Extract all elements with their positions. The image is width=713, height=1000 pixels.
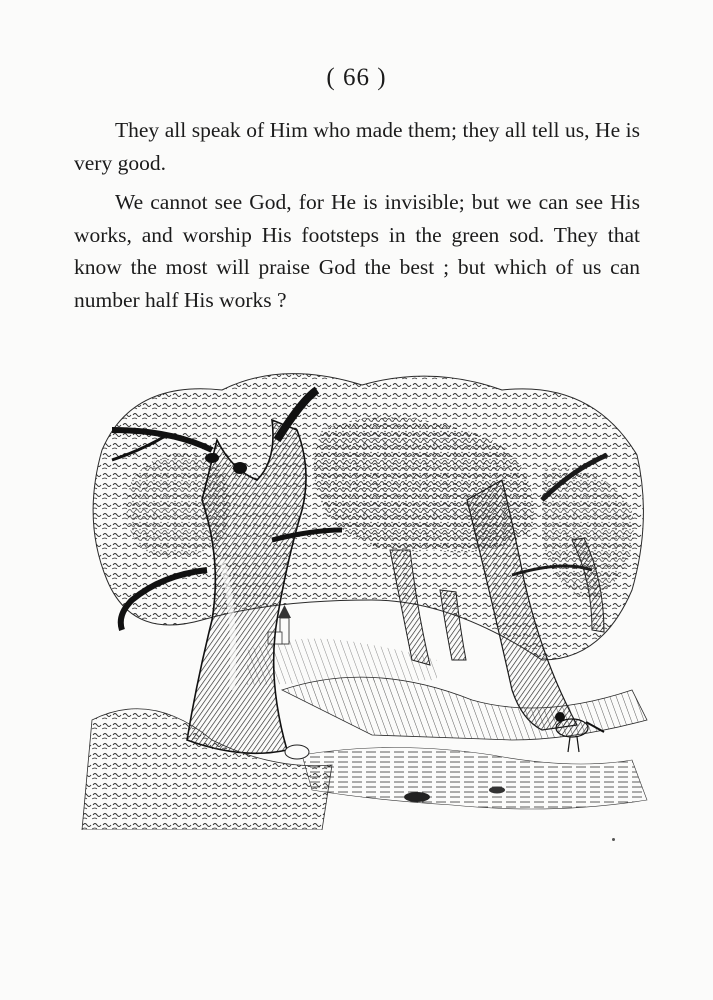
page-number: ( 66 ) (326, 64, 387, 91)
paragraph-1: They all speak of Him who made them; they all tell us, He is very good. (74, 118, 640, 175)
paragraph-2: We cannot see God, for He is invisible; but we can see His works, and worship His footsteps in the green sod. They that know the most will praise God the best ; but which of us can number half His works ? (74, 190, 640, 312)
paper-speck (612, 838, 615, 841)
body-text (74, 114, 640, 323)
woodland-engraving-icon (72, 360, 652, 830)
